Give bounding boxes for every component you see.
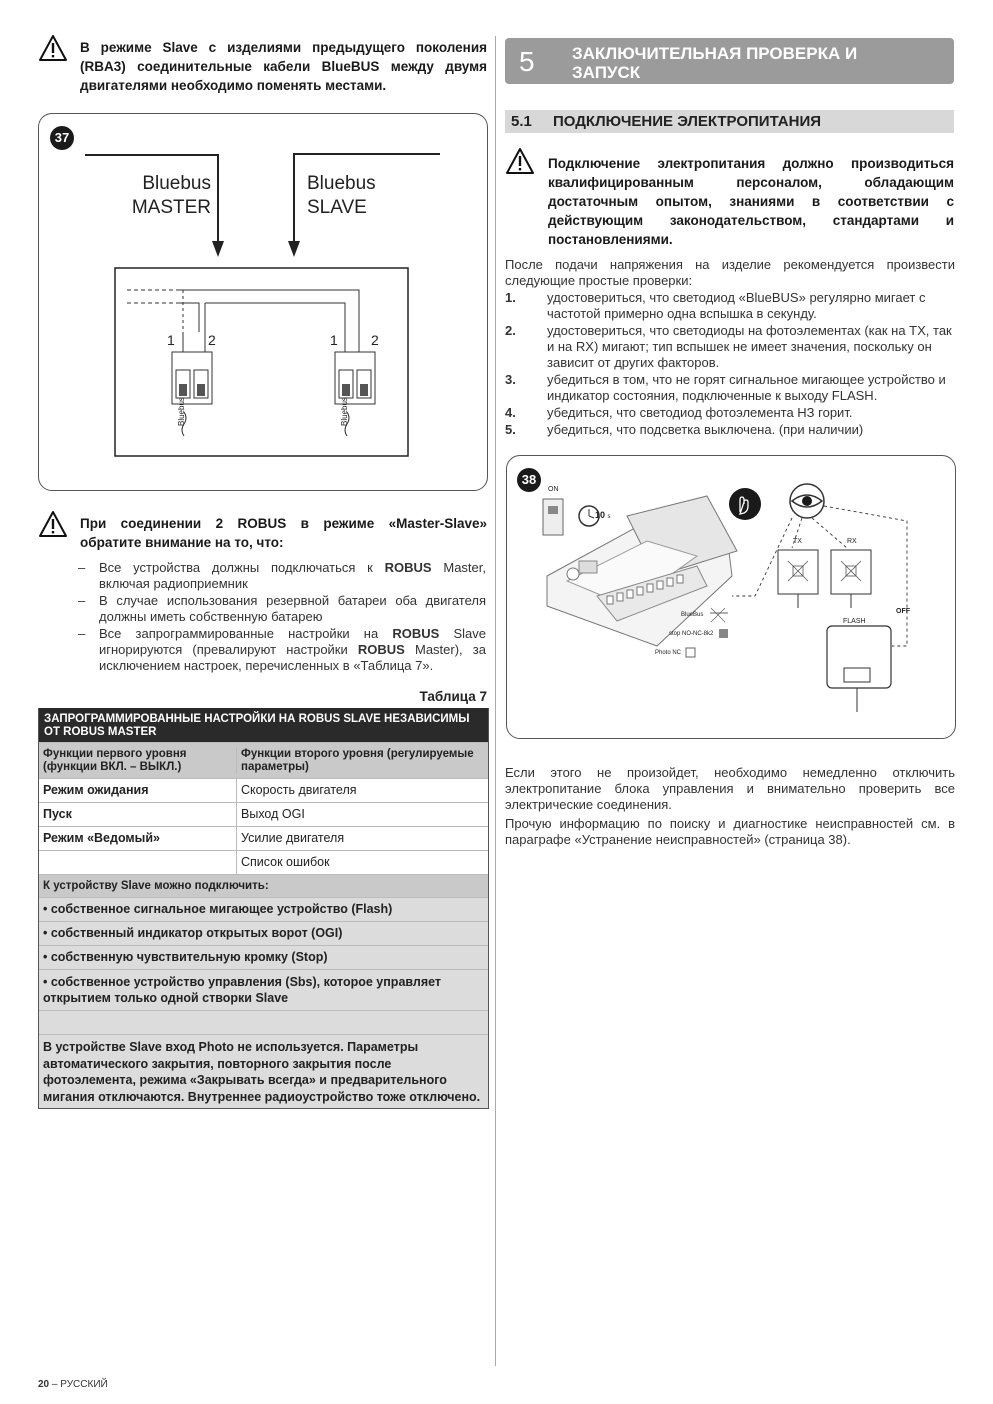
table-row: • собственный индикатор открытых ворот (OGI) (39, 921, 488, 945)
list-text: Все запрограммированные настройки на (99, 626, 379, 641)
tx-label: TX (793, 538, 802, 545)
list-item (505, 422, 955, 438)
slave-connect-header: К устройству Slave можно подключить: (39, 874, 488, 897)
stop-led-label: stop NO-NC-8k2 (669, 631, 714, 637)
section-number: 5 (519, 46, 535, 77)
page-footer (38, 1379, 108, 1390)
slave-bluebus-text: Bluebus (307, 173, 376, 194)
list-number: 2. (505, 323, 516, 338)
master-text: MASTER (131, 197, 211, 218)
list-text: Master, включая радиоприемник (99, 560, 486, 591)
list-text: Все устройства должны подключаться к (99, 560, 373, 575)
table-cell: Список ошибок (241, 855, 330, 869)
warning-icon (38, 34, 68, 62)
list-text: Slave игнорируются (превалируют настройки (99, 626, 486, 657)
warning-text-rba3: В режиме Slave с изделиями предыдущего поколения (RBA3) соединительные кабели BlueBUS между двумя двигателями необходимо поменять местами. (80, 40, 487, 93)
list-number: 5. (505, 422, 516, 437)
list-item: – Все запрограммированные настройки на ROBUS Slave игнорируются (превалируют настройки ROBUS Master), за исключением настроек, перечисленных в «Таблица 7». (78, 626, 486, 673)
list-number: 3. (505, 372, 516, 387)
list-text: убедиться, что подсветка выключена. (при наличии) (547, 422, 864, 437)
table-cell (39, 851, 237, 874)
terminal-2-slave: 2 (371, 332, 379, 348)
list-item (505, 323, 955, 371)
table-cell: Скорость двигателя (241, 783, 357, 797)
figure-number: 37 (50, 126, 74, 150)
timer-value: 10 (595, 510, 606, 520)
checks-list (505, 290, 955, 439)
slave-label (307, 172, 376, 220)
list-text: удостовериться, что светодиод «BlueBUS» регулярно мигает с частотой примерно одна вспышка в секунду. (547, 290, 926, 321)
warning-icon (38, 510, 68, 538)
page-language: – РУССКИЙ (49, 1379, 108, 1390)
list-text: удостовериться, что светодиоды на фотоэлементах (как на TX, так и на RX) мигают; тип вспышек не имеет значения, поскольку он зависит от других факторов. (547, 323, 952, 370)
terminal-1-master: 1 (167, 332, 175, 348)
troubleshooting-paragraph: Прочую информацию по поиску и диагностике неисправностей см. в параграфе «Устранение неисправностей» (страница 38). (505, 816, 955, 847)
warning-icon (505, 147, 535, 175)
slave-text: SLAVE (307, 197, 367, 218)
rx-label: RX (847, 538, 857, 545)
list-text: убедиться в том, что не горят сигнальное мигающее устройство и индикатор состояния, подключенные к выходу FLASH. (547, 372, 946, 403)
list-number: 1. (505, 290, 516, 305)
table-caption: Таблица 7 (419, 689, 487, 704)
timer-unit: s (607, 514, 611, 520)
table-row (39, 826, 488, 850)
master-bluebus-text: Bluebus (142, 173, 211, 194)
robus-bold: ROBUS (357, 642, 405, 657)
master-label (121, 172, 211, 220)
table-cell: Выход OGI (241, 807, 305, 821)
page-number: 20 (38, 1379, 50, 1390)
list-item (505, 372, 955, 404)
control-unit-illustration (507, 456, 955, 738)
failure-paragraph: Если этого не произойдет, необходимо немедленно отключить электропитание блока управления и внимательно проверить все электрические соединения. (505, 765, 955, 812)
figure-number: 38 (517, 468, 541, 492)
list-item (505, 405, 955, 421)
flash-label: FLASH (843, 618, 866, 625)
list-number: 4. (505, 405, 516, 420)
subsection-header (505, 110, 954, 133)
table-row: • собственную чувствительную кромку (Stop) (39, 945, 488, 969)
column-header: Функции первого уровня (функции ВКЛ. – ВЫКЛ.) (39, 748, 237, 774)
robus-bold: ROBUS (392, 626, 440, 641)
table-row: • собственное устройство управления (Sbs), которое управляет открытием только одной створки Slave (39, 969, 488, 1010)
table-row (39, 850, 488, 874)
column-header: Функции второго уровня (регулируемые параметры) (241, 747, 474, 773)
timer-label (595, 510, 611, 520)
empty-row (39, 1010, 488, 1034)
table-row: • собственное сигнальное мигающее устройство (Flash) (39, 897, 488, 921)
bluebus-led-label: BlueBus (681, 612, 704, 618)
table-row (39, 778, 488, 802)
table-row (39, 802, 488, 826)
off-label: OFF (896, 608, 910, 615)
subsection-number: 5.1 (511, 113, 532, 130)
bluebus-wiring-diagram (39, 114, 487, 490)
checks-intro: После подачи напряжения на изделие рекомендуется произвести следующие простые проверки: (505, 257, 955, 288)
master-slave-notes-list (78, 560, 486, 675)
table-column-headers (39, 742, 488, 778)
section-header (505, 38, 954, 84)
warning-text-master-slave: При соединении 2 ROBUS в режиме «Master-Slave» обратите внимание на то, что: (80, 516, 487, 550)
list-text: В случае использования резервной батареи оба двигателя должны иметь собственную батарею (99, 593, 486, 624)
table-cell: Режим «Ведомый» (39, 827, 237, 850)
photo-led-label: Photo NC (655, 650, 682, 656)
subsection-title: ПОДКЛЮЧЕНИЕ ЭЛЕКТРОПИТАНИЯ (553, 113, 822, 130)
list-item: – Все устройства должны подключаться к ROBUS Master, включая радиоприемник (78, 560, 486, 591)
table-cell: Режим ожидания (39, 779, 237, 802)
terminal-2-master: 2 (208, 332, 216, 348)
warning-text-power: Подключение электропитания должно производиться квалифицированным персоналом, обладающим достаточным опытом, знаниями в соответствии с действующим законодательством, стандартами и постановлениями. (548, 156, 954, 247)
column-divider (495, 36, 496, 1366)
section-title: ЗАКЛЮЧИТЕЛЬНАЯ ПРОВЕРКА И ЗАПУСК (572, 44, 858, 82)
figure-37 (38, 113, 488, 491)
robus-bold: ROBUS (384, 560, 432, 575)
table-footer-note: В устройстве Slave вход Photo не используется. Параметры автоматического закрытия, повторного закрытия после фотоэлемента, режима «Закрывать всегда» и предварительного мигания отключаются. Внутреннее радиоустройство тоже отключено. (39, 1034, 488, 1108)
list-text: убедиться, что светодиод фотоэлемента НЗ горит. (547, 405, 853, 420)
list-item (505, 290, 955, 322)
bluebus-vertical-master: Bluebus (177, 397, 186, 426)
figure-38 (506, 455, 956, 739)
list-item: – В случае использования резервной батареи оба двигателя должны иметь собственную батарею (78, 593, 486, 624)
table-cell: Пуск (39, 803, 237, 826)
table-header: ЗАПРОГРАММИРОВАННЫЕ НАСТРОЙКИ НА ROBUS SLAVE НЕЗАВИСИМЫ ОТ ROBUS MASTER (39, 708, 488, 742)
table-cell: Усилие двигателя (241, 831, 345, 845)
bluebus-vertical-slave: Bluebus (340, 397, 349, 426)
breaker-on-label: ON (548, 486, 559, 493)
list-text: Master), за исключением настроек, перечисленных в «Таблица 7». (99, 642, 486, 673)
terminal-1-slave: 1 (330, 332, 338, 348)
table-7 (38, 708, 489, 1109)
